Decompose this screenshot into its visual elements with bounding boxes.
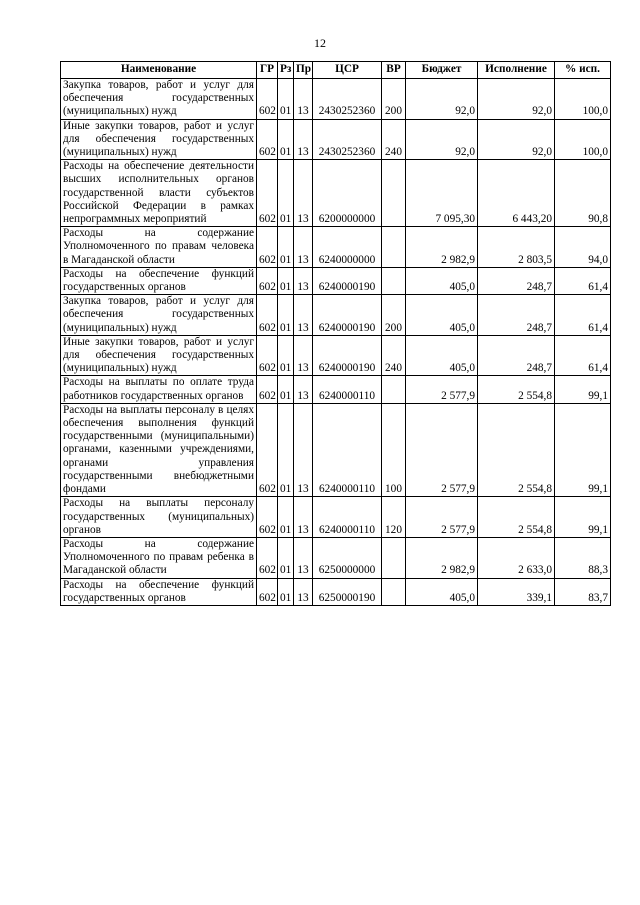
cell-gr: 602 (257, 335, 278, 376)
cell-csr: 6250000000 (313, 537, 382, 578)
cell-name: Иные закупки товаров, работ и услуг для обеспечения государственных (муниципальных) нужд (61, 335, 257, 376)
cell-execution: 248,7 (478, 295, 555, 336)
cell-rz: 01 (278, 376, 294, 403)
table-row (61, 403, 611, 496)
header-name: Наименование (61, 62, 257, 79)
cell-gr: 602 (257, 578, 278, 605)
cell-name: Расходы на обеспечение функций государственных органов (61, 267, 257, 294)
cell-rz: 01 (278, 335, 294, 376)
cell-vr: 240 (382, 335, 406, 376)
cell-csr: 6240000190 (313, 267, 382, 294)
table-row (61, 376, 611, 403)
cell-csr: 6250000190 (313, 578, 382, 605)
cell-rz: 01 (278, 295, 294, 336)
cell-vr (382, 537, 406, 578)
cell-execution: 2 633,0 (478, 537, 555, 578)
cell-budget: 405,0 (406, 267, 478, 294)
cell-execution: 92,0 (478, 119, 555, 160)
cell-budget: 405,0 (406, 295, 478, 336)
cell-gr: 602 (257, 537, 278, 578)
cell-pr: 13 (294, 119, 313, 160)
cell-percent: 61,4 (555, 335, 611, 376)
cell-percent: 99,1 (555, 376, 611, 403)
cell-budget: 2 577,9 (406, 403, 478, 496)
cell-execution: 6 443,20 (478, 160, 555, 227)
cell-rz: 01 (278, 403, 294, 496)
cell-execution: 2 803,5 (478, 227, 555, 268)
budget-table (60, 61, 611, 606)
cell-gr: 602 (257, 376, 278, 403)
cell-vr (382, 376, 406, 403)
cell-vr (382, 267, 406, 294)
cell-percent: 88,3 (555, 537, 611, 578)
cell-budget: 2 577,9 (406, 497, 478, 538)
cell-vr: 240 (382, 119, 406, 160)
cell-rz: 01 (278, 79, 294, 120)
cell-csr: 6240000190 (313, 335, 382, 376)
cell-vr: 200 (382, 295, 406, 336)
table-body (61, 79, 611, 606)
cell-gr: 602 (257, 497, 278, 538)
cell-budget: 2 982,9 (406, 537, 478, 578)
cell-pr: 13 (294, 537, 313, 578)
cell-rz: 01 (278, 160, 294, 227)
cell-rz: 01 (278, 119, 294, 160)
header-execution: Исполнение (478, 62, 555, 79)
cell-gr: 602 (257, 227, 278, 268)
cell-name: Расходы на содержание Уполномоченного по правам человека в Магаданской области (61, 227, 257, 268)
cell-csr: 6200000000 (313, 160, 382, 227)
table-row (61, 119, 611, 160)
cell-percent: 90,8 (555, 160, 611, 227)
cell-csr: 6240000110 (313, 403, 382, 496)
cell-pr: 13 (294, 160, 313, 227)
header-pr: Пр (294, 62, 313, 79)
cell-percent: 83,7 (555, 578, 611, 605)
cell-percent: 61,4 (555, 295, 611, 336)
cell-name: Расходы на обеспечение функций государственных органов (61, 578, 257, 605)
cell-percent: 99,1 (555, 403, 611, 496)
cell-budget: 405,0 (406, 335, 478, 376)
cell-name: Расходы на выплаты персоналу государственных (муниципальных) органов (61, 497, 257, 538)
cell-name: Закупка товаров, работ и услуг для обеспечения государственных (муниципальных) нужд (61, 295, 257, 336)
cell-name: Расходы на содержание Уполномоченного по правам ребенка в Магаданской области (61, 537, 257, 578)
cell-pr: 13 (294, 295, 313, 336)
cell-execution: 248,7 (478, 335, 555, 376)
cell-execution: 2 554,8 (478, 403, 555, 496)
table-row (61, 537, 611, 578)
table-row (61, 295, 611, 336)
cell-budget: 2 577,9 (406, 376, 478, 403)
cell-vr: 200 (382, 79, 406, 120)
cell-csr: 6240000000 (313, 227, 382, 268)
cell-pr: 13 (294, 79, 313, 120)
cell-pr: 13 (294, 497, 313, 538)
table-row (61, 578, 611, 605)
cell-budget: 405,0 (406, 578, 478, 605)
cell-budget: 2 982,9 (406, 227, 478, 268)
table-row (61, 267, 611, 294)
cell-budget: 7 095,30 (406, 160, 478, 227)
cell-percent: 100,0 (555, 79, 611, 120)
cell-vr (382, 227, 406, 268)
table-row (61, 335, 611, 376)
cell-budget: 92,0 (406, 79, 478, 120)
cell-execution: 92,0 (478, 79, 555, 120)
cell-csr: 6240000110 (313, 497, 382, 538)
cell-rz: 01 (278, 267, 294, 294)
cell-gr: 602 (257, 160, 278, 227)
header-budget: Бюджет (406, 62, 478, 79)
cell-vr: 100 (382, 403, 406, 496)
cell-budget: 92,0 (406, 119, 478, 160)
cell-gr: 602 (257, 295, 278, 336)
cell-name: Закупка товаров, работ и услуг для обеспечения государственных (муниципальных) нужд (61, 79, 257, 120)
table-row (61, 497, 611, 538)
cell-gr: 602 (257, 267, 278, 294)
cell-csr: 6240000190 (313, 295, 382, 336)
cell-rz: 01 (278, 227, 294, 268)
cell-pr: 13 (294, 403, 313, 496)
page-number: 12 (314, 36, 326, 50)
cell-csr: 2430252360 (313, 119, 382, 160)
cell-csr: 6240000110 (313, 376, 382, 403)
cell-gr: 602 (257, 79, 278, 120)
cell-vr (382, 578, 406, 605)
cell-pr: 13 (294, 376, 313, 403)
cell-name: Иные закупки товаров, работ и услуг для обеспечения государственных (муниципальных) нужд (61, 119, 257, 160)
cell-pr: 13 (294, 335, 313, 376)
header-gr: ГР (257, 62, 278, 79)
cell-vr: 120 (382, 497, 406, 538)
cell-csr: 2430252360 (313, 79, 382, 120)
cell-gr: 602 (257, 119, 278, 160)
cell-gr: 602 (257, 403, 278, 496)
header-percent: % исп. (555, 62, 611, 79)
table-row (61, 79, 611, 120)
cell-percent: 100,0 (555, 119, 611, 160)
table-row (61, 227, 611, 268)
header-rz: Рз (278, 62, 294, 79)
cell-execution: 2 554,8 (478, 497, 555, 538)
cell-pr: 13 (294, 267, 313, 294)
cell-name: Расходы на обеспечение деятельности высших исполнительных органов государственной власти субъектов Российской Федерации в рамках непрограммных мероприятий (61, 160, 257, 227)
table-row (61, 160, 611, 227)
header-row (61, 62, 611, 79)
header-csr: ЦСР (313, 62, 382, 79)
cell-rz: 01 (278, 578, 294, 605)
cell-rz: 01 (278, 537, 294, 578)
cell-rz: 01 (278, 497, 294, 538)
cell-name: Расходы на выплаты по оплате труда работников государственных органов (61, 376, 257, 403)
cell-percent: 99,1 (555, 497, 611, 538)
cell-percent: 61,4 (555, 267, 611, 294)
cell-vr (382, 160, 406, 227)
cell-pr: 13 (294, 578, 313, 605)
header-vr: ВР (382, 62, 406, 79)
cell-name: Расходы на выплаты персоналу в целях обеспечения выполнения функций государственными (муниципальными) органами, казенными учреждениями, органами управления государственными внебюджетными фондами (61, 403, 257, 496)
cell-execution: 2 554,8 (478, 376, 555, 403)
cell-percent: 94,0 (555, 227, 611, 268)
cell-execution: 248,7 (478, 267, 555, 294)
cell-execution: 339,1 (478, 578, 555, 605)
cell-pr: 13 (294, 227, 313, 268)
